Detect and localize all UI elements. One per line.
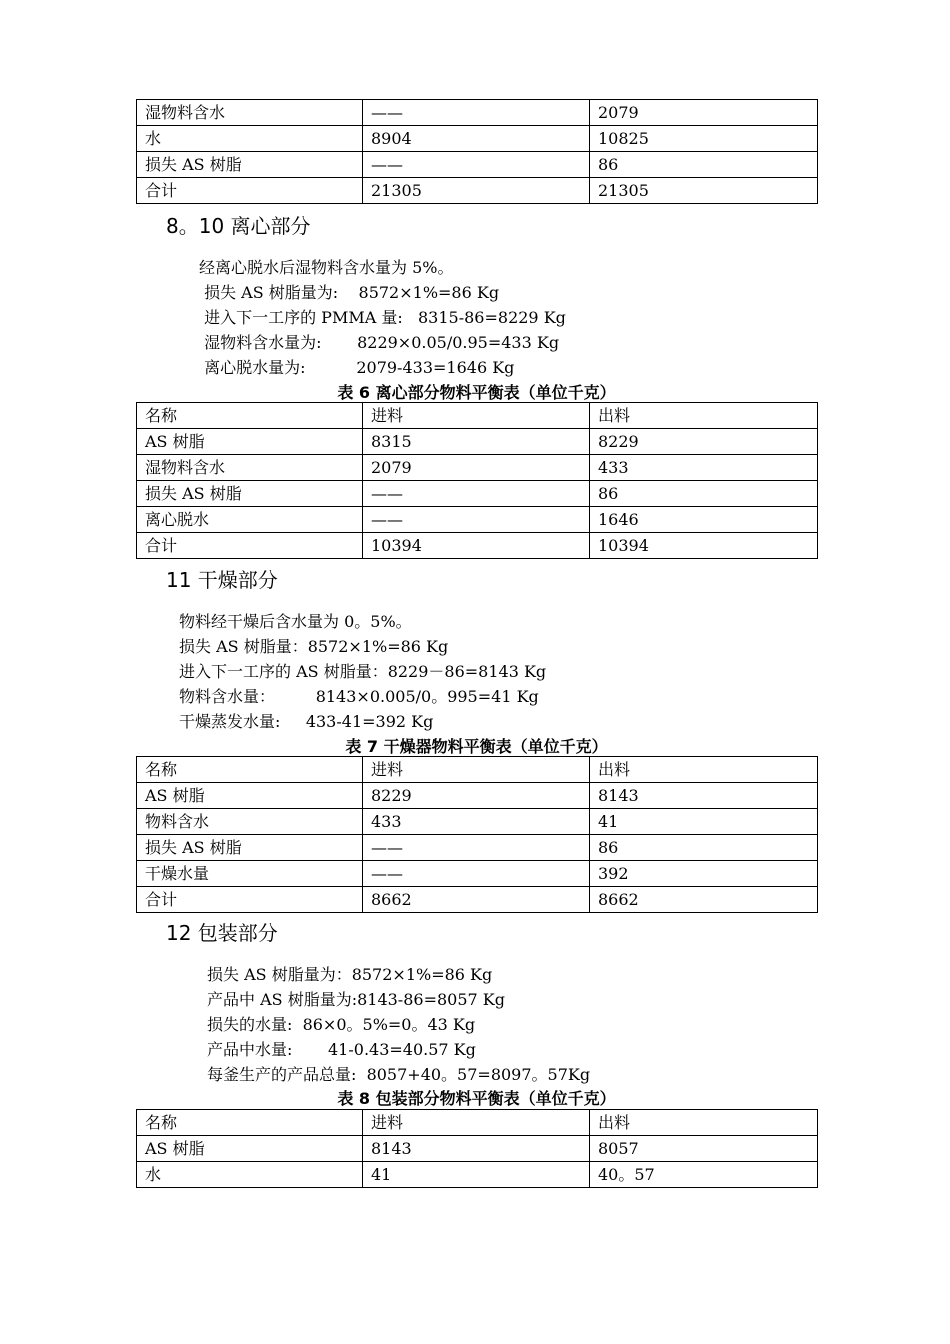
table-cell: 8143 bbox=[590, 783, 818, 809]
table-cell: 1646 bbox=[590, 507, 818, 533]
table-6 bbox=[136, 402, 818, 559]
table-cell: 8057 bbox=[590, 1136, 818, 1162]
table-cell: 湿物料含水 bbox=[137, 100, 363, 126]
paragraph-line: 经离心脱水后湿物料含水量为 5%。 bbox=[199, 258, 454, 277]
table-cell: 离心脱水 bbox=[137, 507, 363, 533]
table-cell: —— bbox=[363, 861, 590, 887]
table-cell: AS 树脂 bbox=[137, 1136, 363, 1162]
table-row bbox=[137, 861, 818, 887]
table-8 bbox=[136, 1109, 818, 1188]
table-cell: —— bbox=[363, 100, 590, 126]
table-cell: 水 bbox=[137, 1162, 363, 1188]
table-cell: 出料 bbox=[590, 757, 818, 783]
table-cell: 392 bbox=[590, 861, 818, 887]
table-cell: 名称 bbox=[137, 757, 363, 783]
table-cell: 40。57 bbox=[590, 1162, 818, 1188]
table-cell: —— bbox=[363, 481, 590, 507]
table-cell: 8229 bbox=[590, 429, 818, 455]
table-caption-8: 表 8 包装部分物料平衡表（单位千克） bbox=[337, 1089, 616, 1108]
table-cell: 损失 AS 树脂 bbox=[137, 835, 363, 861]
table-cell: 8904 bbox=[363, 126, 590, 152]
paragraph-line: 产品中水量: 41-0.43=40.57 Kg bbox=[207, 1040, 476, 1059]
table-cell: 433 bbox=[590, 455, 818, 481]
table-caption-6: 表 6 离心部分物料平衡表（单位千克） bbox=[337, 383, 616, 402]
table-row bbox=[137, 757, 818, 783]
table-cell: 86 bbox=[590, 152, 818, 178]
paragraph-line: 干燥蒸发水量: 433-41=392 Kg bbox=[179, 712, 434, 731]
table-cell: 8143 bbox=[363, 1136, 590, 1162]
paragraph-line: 离心脱水量为: 2079-433=1646 Kg bbox=[199, 358, 515, 377]
table-cell: 8662 bbox=[590, 887, 818, 913]
table-row bbox=[137, 1136, 818, 1162]
table-row bbox=[137, 152, 818, 178]
table-cell: 合计 bbox=[137, 533, 363, 559]
table-cell: 8315 bbox=[363, 429, 590, 455]
table-cell: 进料 bbox=[363, 757, 590, 783]
table-cell: 21305 bbox=[363, 178, 590, 204]
paragraph-line: 进入下一工序的 PMMA 量: 8315-86=8229 Kg bbox=[199, 308, 566, 327]
table-row bbox=[137, 429, 818, 455]
table-caption-7: 表 7 干燥器物料平衡表（单位千克） bbox=[345, 737, 608, 756]
table-cell: 出料 bbox=[590, 1110, 818, 1136]
table-cell: 水 bbox=[137, 126, 363, 152]
paragraph-line: 损失 AS 树脂量为: 8572×1%=86 Kg bbox=[199, 283, 500, 302]
paragraph-line: 进入下一工序的 AS 树脂量：8229－86=8143 Kg bbox=[179, 662, 547, 681]
table-row bbox=[137, 1162, 818, 1188]
paragraph-line: 湿物料含水量为: 8229×0.05/0.95=433 Kg bbox=[199, 333, 560, 352]
table-cell: 10394 bbox=[590, 533, 818, 559]
table-cell: 41 bbox=[363, 1162, 590, 1188]
table-cell: 10825 bbox=[590, 126, 818, 152]
table-cell: 物料含水 bbox=[137, 809, 363, 835]
table-cell: 86 bbox=[590, 835, 818, 861]
table-row bbox=[137, 126, 818, 152]
table-row bbox=[137, 403, 818, 429]
table-cell: 8662 bbox=[363, 887, 590, 913]
paragraph-line: 每釜生产的产品总量: 8057+40。57=8097。57Kg bbox=[207, 1065, 591, 1084]
table-cell: 合计 bbox=[137, 887, 363, 913]
paragraph-line: 物料含水量： 8143×0.005/0。995=41 Kg bbox=[179, 687, 539, 706]
table-7 bbox=[136, 756, 818, 913]
table-cell: —— bbox=[363, 152, 590, 178]
table-row bbox=[137, 809, 818, 835]
paragraph-line: 物料经干燥后含水量为 0。5%。 bbox=[179, 612, 412, 631]
table-row bbox=[137, 1110, 818, 1136]
table-cell: 损失 AS 树脂 bbox=[137, 481, 363, 507]
table-cell: AS 树脂 bbox=[137, 783, 363, 809]
table-row bbox=[137, 835, 818, 861]
table-cell: —— bbox=[363, 835, 590, 861]
table-cell: 出料 bbox=[590, 403, 818, 429]
paragraph-line: 损失 AS 树脂量：8572×1%=86 Kg bbox=[179, 637, 449, 656]
table-row bbox=[137, 100, 818, 126]
paragraph-line: 产品中 AS 树脂量为:8143-86=8057 Kg bbox=[207, 990, 505, 1009]
table-cell: 2079 bbox=[590, 100, 818, 126]
table-row bbox=[137, 178, 818, 204]
table-cell: AS 树脂 bbox=[137, 429, 363, 455]
section-heading-12: 12 包装部分 bbox=[166, 921, 278, 945]
table-cell: 433 bbox=[363, 809, 590, 835]
table-cell: 41 bbox=[590, 809, 818, 835]
table-cell: 湿物料含水 bbox=[137, 455, 363, 481]
table-5-tail bbox=[136, 99, 818, 204]
section-heading-11: 11 干燥部分 bbox=[166, 568, 278, 592]
table-row bbox=[137, 481, 818, 507]
table-cell: 名称 bbox=[137, 403, 363, 429]
table-cell: 86 bbox=[590, 481, 818, 507]
table-cell: 进料 bbox=[363, 403, 590, 429]
table-row bbox=[137, 455, 818, 481]
table-cell: 进料 bbox=[363, 1110, 590, 1136]
table-cell: 10394 bbox=[363, 533, 590, 559]
table-cell: 名称 bbox=[137, 1110, 363, 1136]
table-cell: 合计 bbox=[137, 178, 363, 204]
table-cell: 21305 bbox=[590, 178, 818, 204]
table-row bbox=[137, 533, 818, 559]
section-heading-8-10: 8。10 离心部分 bbox=[166, 214, 311, 238]
paragraph-line: 损失的水量: 86×0。5%=0。43 Kg bbox=[207, 1015, 476, 1034]
table-cell: 损失 AS 树脂 bbox=[137, 152, 363, 178]
table-cell: 干燥水量 bbox=[137, 861, 363, 887]
table-row bbox=[137, 887, 818, 913]
table-cell: 2079 bbox=[363, 455, 590, 481]
table-cell: —— bbox=[363, 507, 590, 533]
table-cell: 8229 bbox=[363, 783, 590, 809]
table-row bbox=[137, 507, 818, 533]
paragraph-line: 损失 AS 树脂量为：8572×1%=86 Kg bbox=[207, 965, 493, 984]
table-row bbox=[137, 783, 818, 809]
